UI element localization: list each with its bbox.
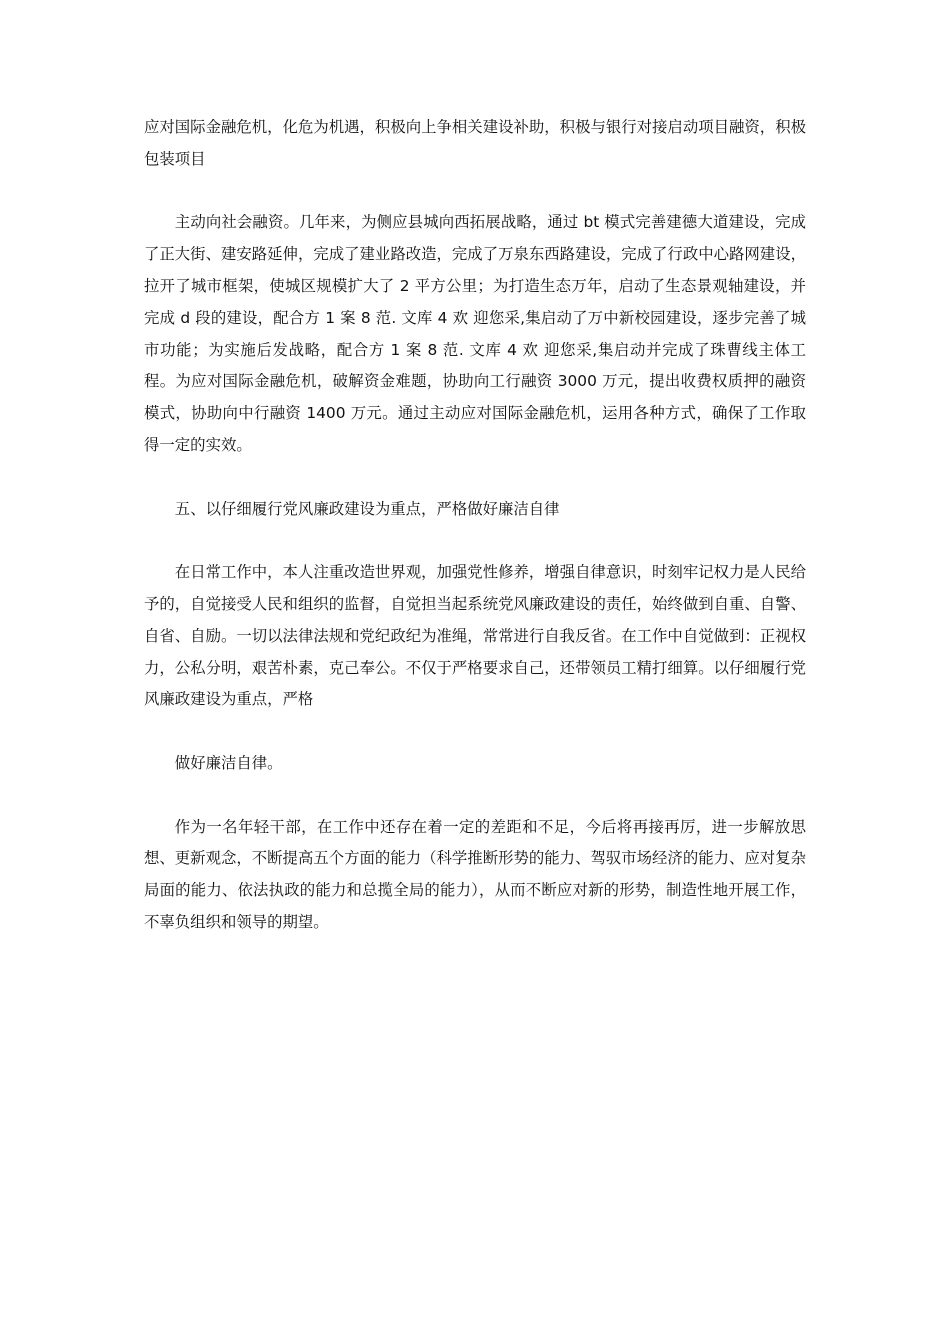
paragraph-social-financing: 主动向社会融资。几年来，为侧应县城向西拓展战略，通过 bt 模式完善建德大道建设，完成了正大街、建安路延伸，完成了建业路改造，完成了万泉东西路建设，完成了行政中心路网建设，拉开了城市框架，使城区规模扩大了 2 平方公里；为打造生态万年，启动了生态景观轴建设，并完成 d 段的建设，配合方 1 案 8 范. 文库 4 欢 迎您采,集启动了万中新校园建设，逐步完善了城市功能；为实施后发战略，配合方 1 案 8 范. 文库 4 欢 迎您采,集启动并完成了珠曹线主体工程。为应对国际金融危机，破解资金难题，协助向工行融资 3000 万元，提出收费权质押的融资模式，协助向中行融资 1400 万元。通过主动应对国际金融危机，运用各种方式，确保了工作取得一定的实效。	[144, 213, 806, 454]
paragraph-financing-intro: 应对国际金融危机，化危为机遇，积极向上争相关建设补助，积极与银行对接启动项目融资，积极包装项目	[144, 118, 806, 168]
document-body	[144, 112, 806, 939]
paragraph-daily-work: 在日常工作中，本人注重改造世界观，加强党性修养，增强自律意识，时刻牢记权力是人民给予的，自觉接受人民和组织的监督，自觉担当起系统党风廉政建设的责任，始终做到自重、自警、自省、自励。一切以法律法规和党纪政纪为准绳，常常进行自我反省。在工作中自觉做到：正视权力，公私分明，艰苦朴素，克己奉公。不仅于严格要求自己，还带领员工精打细算。以仔细履行党风廉政建设为重点，严格	[144, 563, 806, 709]
paragraph-conclusion: 作为一名年轻干部，在工作中还存在着一定的差距和不足，今后将再接再厉，进一步解放思想、更新观念，不断提高五个方面的能力（科学推断形势的能力、驾驭市场经济的能力、应对复杂局面的能力、依法执政的能力和总揽全局的能力），从而不断应对新的形势，制造性地开展工作，不辜负组织和领导的期望。	[144, 817, 806, 931]
section-heading-integrity: 五、以仔细履行党风廉政建设为重点，严格做好廉洁自律	[174, 499, 560, 518]
paragraph-integrity-continuation: 做好廉洁自律。	[174, 753, 283, 772]
